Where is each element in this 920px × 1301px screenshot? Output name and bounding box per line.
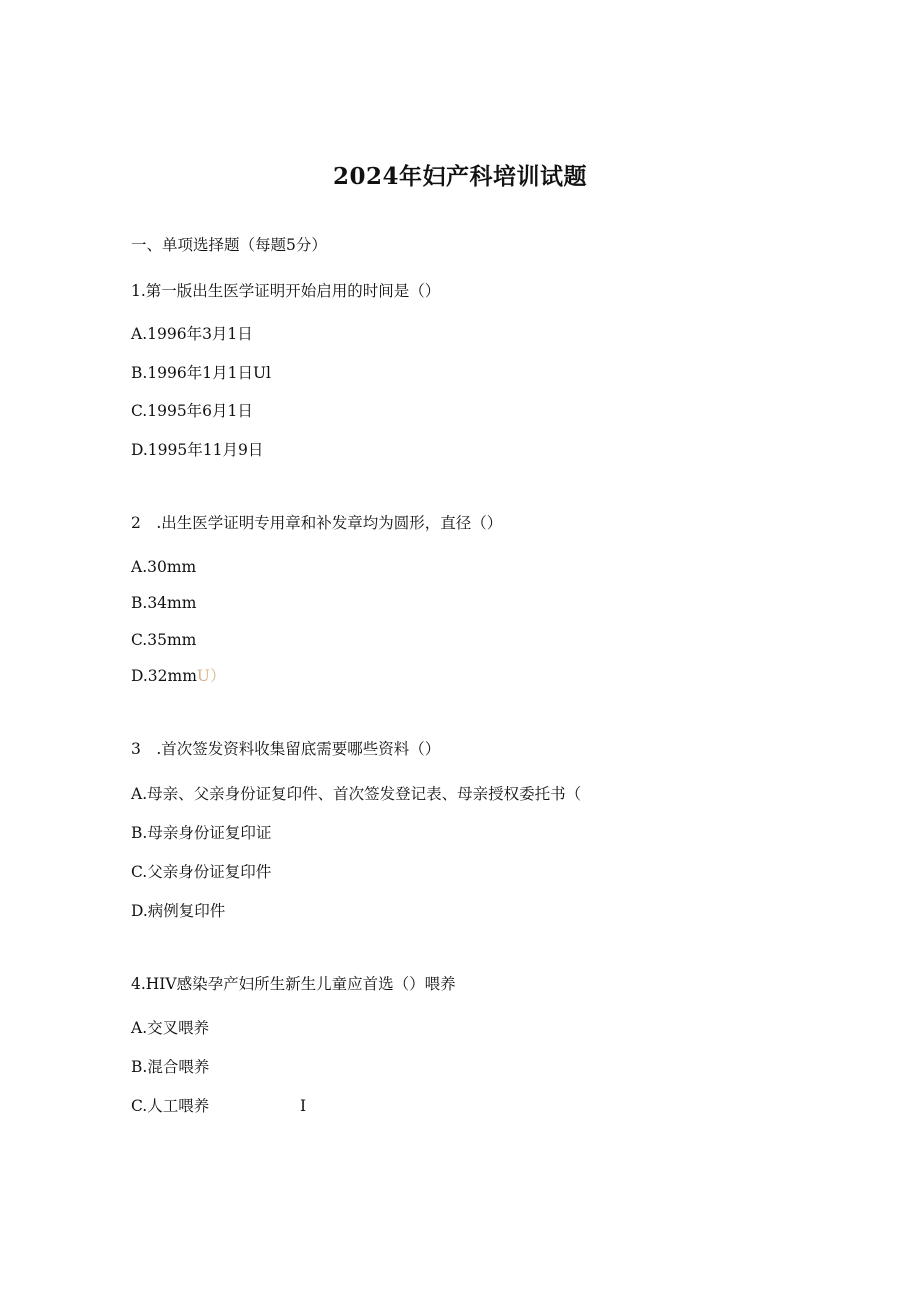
faded-scan-mark: U） [196, 667, 226, 685]
question-4-stem: 4.HIV感染孕产妇所生新生儿童应首选（）喂养 [131, 975, 456, 993]
stray-text-mark: I [300, 1097, 307, 1115]
question-2-option-a: A.30mm [131, 558, 197, 576]
question-1-option-a: A.1996年3月1日 [131, 325, 253, 343]
question-4-option-a: A.交叉喂养 [131, 1019, 210, 1037]
question-2-option-b: B.34mm [131, 594, 197, 612]
question-3-option-d: D.病例复印件 [131, 902, 226, 920]
section-heading: 一、单项选择题（每题5分） [131, 236, 327, 254]
question-2-option-d: D.32mm [131, 667, 197, 685]
page-title: 2024年妇产科培训试题 [332, 163, 587, 190]
question-3-stem: 3 .首次签发资料收集留底需要哪些资料（） [131, 740, 441, 758]
question-2-option-c: C.35mm [131, 631, 197, 649]
question-2-option-d-line [131, 665, 226, 687]
question-1-option-b: B.1996年1月1日Ul [131, 364, 272, 382]
question-1-option-d: D.1995年11月9日 [131, 441, 264, 459]
question-1-option-c: C.1995年6月1日 [131, 402, 253, 420]
question-3-option-a: A.母亲、父亲身份证复印件、首次签发登记表、母亲授权委托书（ [131, 785, 582, 803]
question-3-option-b: B.母亲身份证复印证 [131, 824, 272, 842]
question-4-option-c: C.人工喂养 [131, 1097, 210, 1115]
question-3-option-c: C.父亲身份证复印件 [131, 863, 272, 881]
question-1-stem: 1.第一版出生医学证明开始启用的时间是（） [131, 282, 441, 300]
question-2-stem: 2 .出生医学证明专用章和补发章均为圆形，直径（） [131, 514, 503, 532]
question-4-option-b: B.混合喂养 [131, 1058, 210, 1076]
